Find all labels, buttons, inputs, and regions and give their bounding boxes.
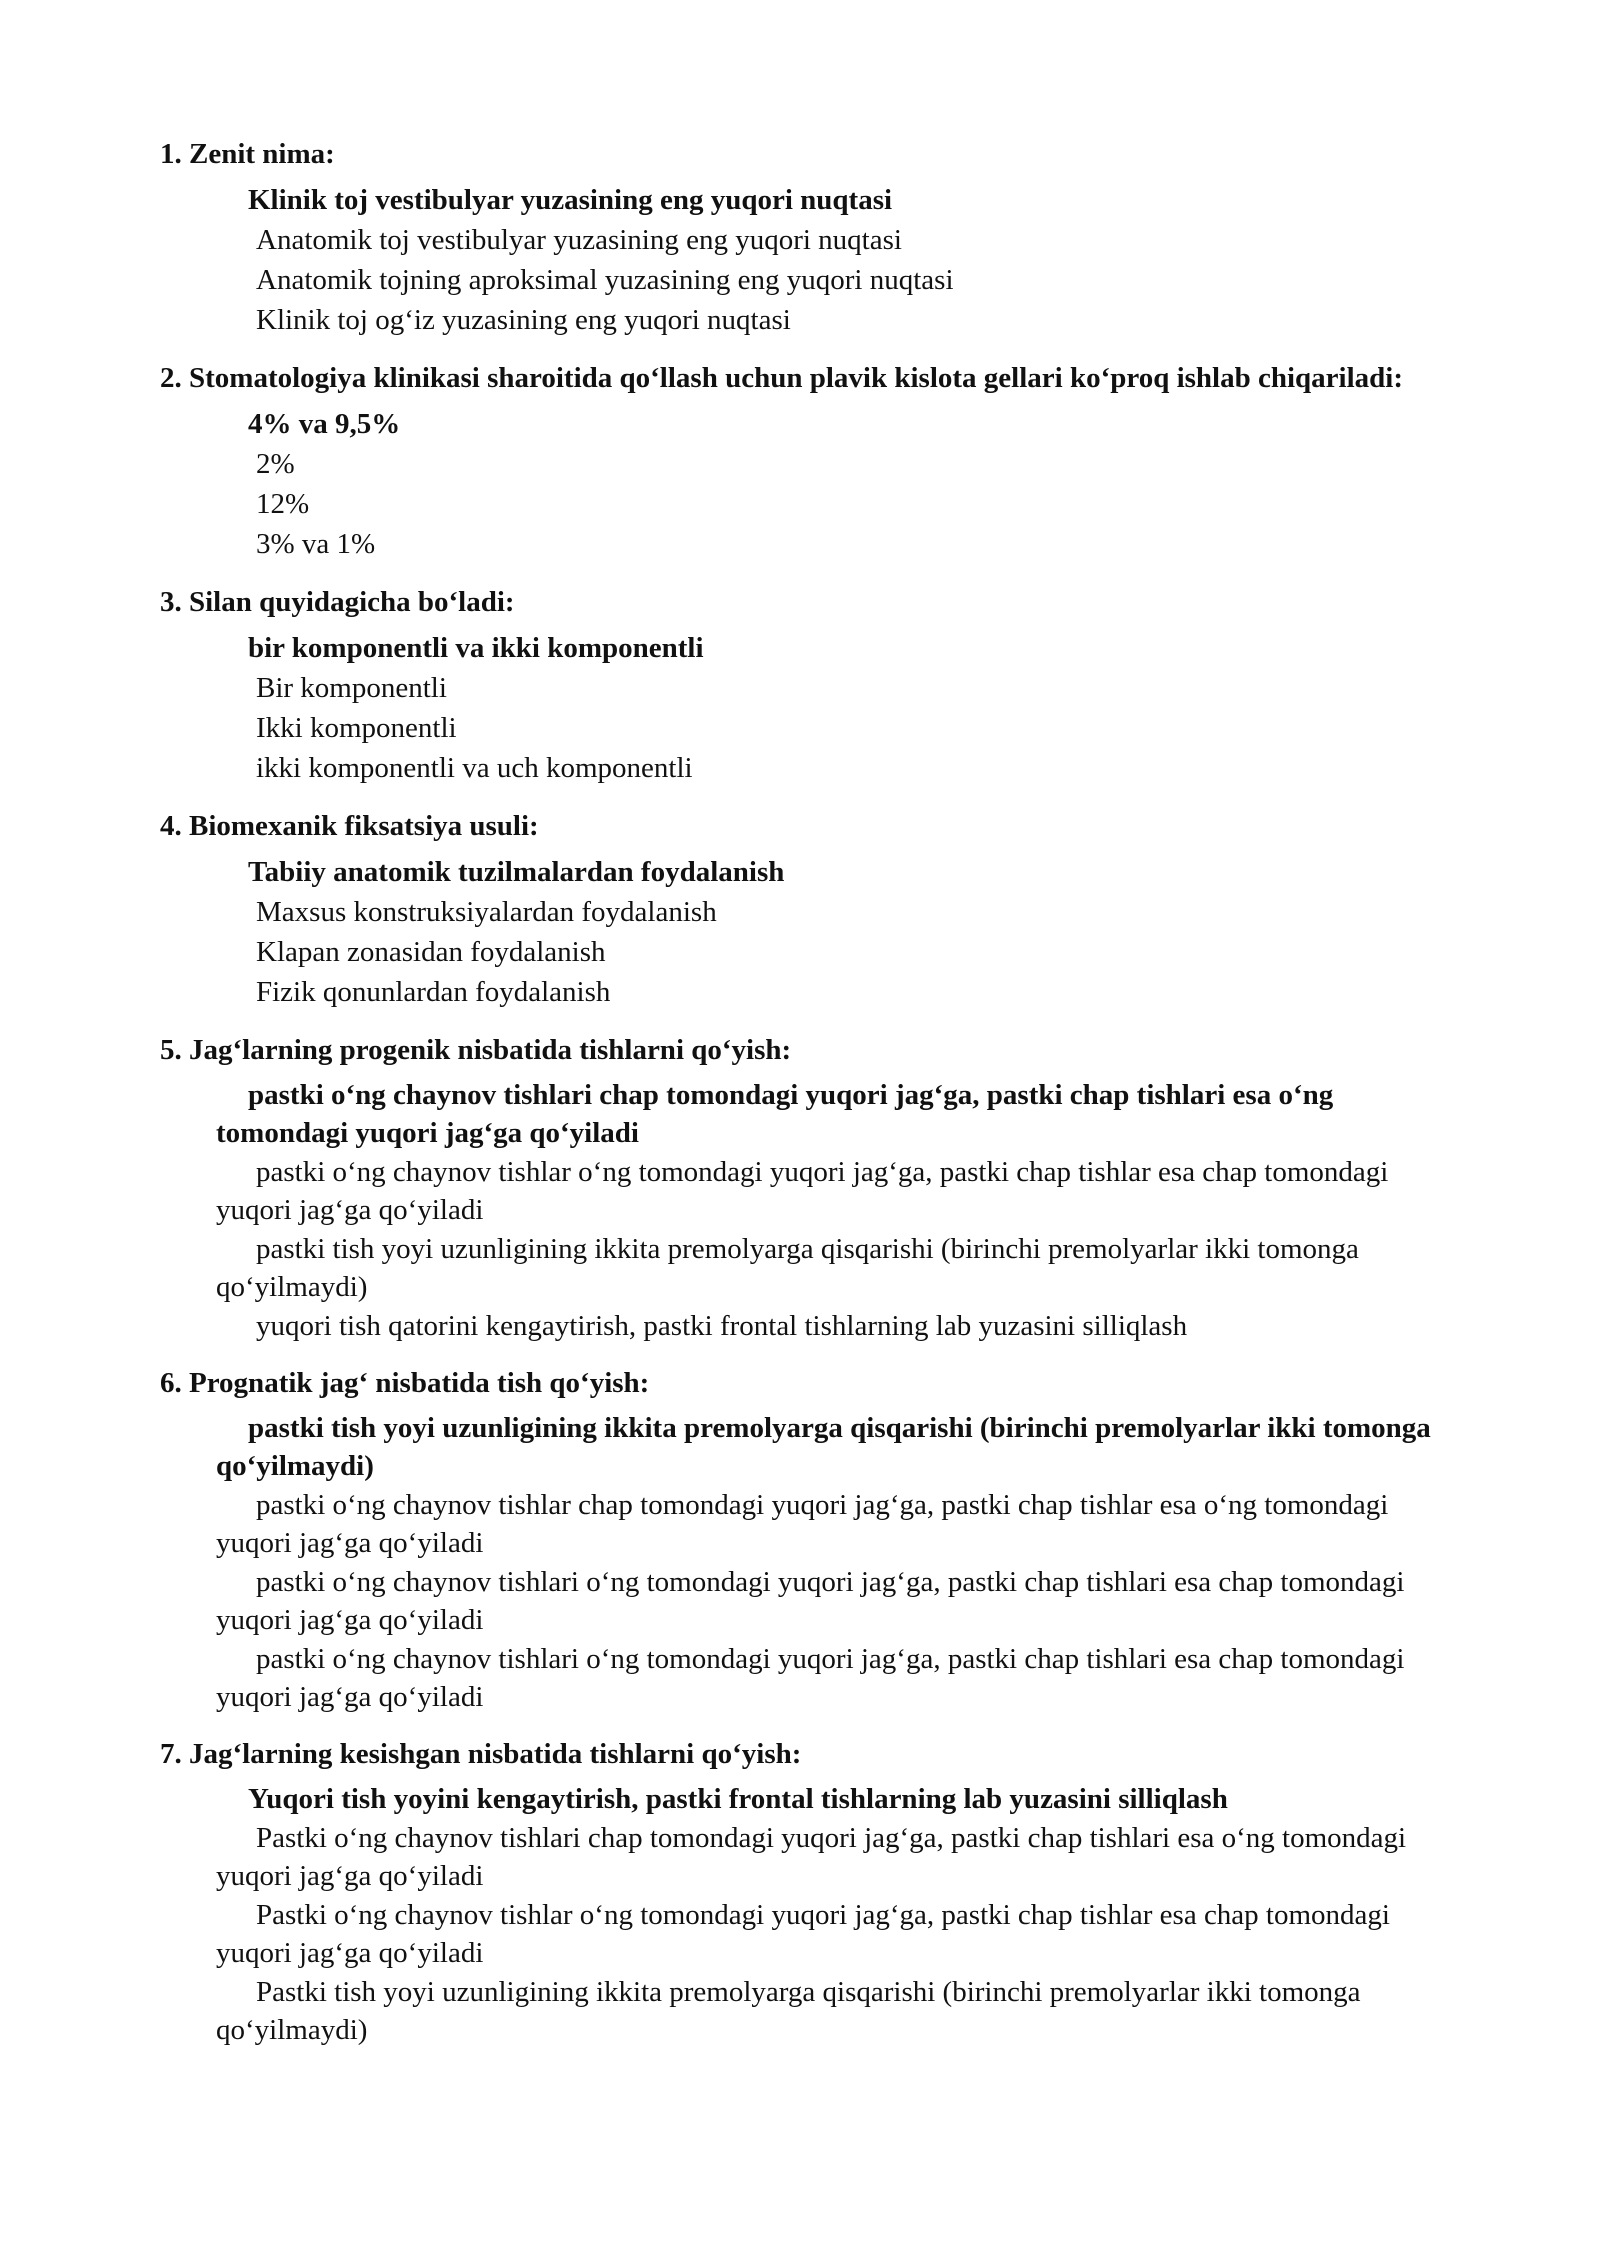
correct-answer: bir komponentli va ikki komponentli	[248, 632, 704, 664]
question-title: 4. Biomexanik fiksatsiya usuli:	[160, 810, 539, 842]
question-6	[160, 1365, 1460, 1716]
answer-option: yuqori tish qatorini kengaytirish, pastki frontal tishlarning lab yuzasini silliqlash	[256, 1310, 1188, 1342]
answer-option: Anatomik toj vestibulyar yuzasining eng yuqori nuqtasi	[256, 224, 902, 256]
answer-option: Ikki komponentli	[256, 712, 457, 744]
answer-option: Pastki tish yoyi uzunligining ikkita premolyarga qisqarishi (birinchi premolyarlar ikki tomonga qoʻyilmaydi)	[216, 1976, 1361, 2046]
question-4	[160, 808, 1460, 1012]
answer-list	[160, 1076, 1460, 1345]
answer-list	[160, 1780, 1460, 2049]
question-3	[160, 584, 1460, 788]
answer-option: Klapan zonasidan foydalanish	[256, 936, 606, 968]
correct-answer: Klinik toj vestibulyar yuzasining eng yuqori nuqtasi	[248, 184, 893, 216]
answer-list	[160, 180, 1460, 340]
answer-list	[160, 1409, 1460, 1716]
question-5	[160, 1032, 1460, 1345]
answer-option: 12%	[256, 488, 310, 520]
correct-answer: pastki tish yoyi uzunligining ikkita premolyarga qisqarishi (birinchi premolyarlar ikki tomonga qoʻyilmaydi)	[216, 1412, 1431, 1482]
answer-list	[160, 628, 1460, 788]
question-1	[160, 136, 1460, 340]
question-2	[160, 360, 1460, 564]
correct-answer: Tabiiy anatomik tuzilmalardan foydalanish	[248, 856, 785, 888]
answer-option: Bir komponentli	[256, 672, 447, 704]
question-title: 2. Stomatologiya klinikasi sharoitida qoʻllash uchun plavik kislota gellari koʻproq ishlab chiqariladi:	[160, 362, 1404, 394]
answer-option: Fizik qonunlardan foydalanish	[256, 976, 611, 1008]
answer-option: ikki komponentli va uch komponentli	[256, 752, 693, 784]
correct-answer: pastki oʻng chaynov tishlari chap tomondagi yuqori jagʻga, pastki chap tishlari esa oʻng tomondagi yuqori jagʻga qoʻyiladi	[216, 1079, 1334, 1149]
answer-option: pastki oʻng chaynov tishlar oʻng tomondagi yuqori jagʻga, pastki chap tishlar esa chap tomondagi yuqori jagʻga qoʻyiladi	[216, 1156, 1389, 1226]
question-title: 7. Jagʻlarning kesishgan nisbatida tishlarni qoʻyish:	[160, 1738, 802, 1770]
answer-option: Klinik toj ogʻiz yuzasining eng yuqori nuqtasi	[256, 304, 791, 336]
answer-option: 3% va 1%	[256, 528, 376, 560]
answer-option: Pastki oʻng chaynov tishlar oʻng tomondagi yuqori jagʻga, pastki chap tishlar esa chap tomondagi yuqori jagʻga qoʻyiladi	[216, 1899, 1390, 1969]
question-title: 5. Jagʻlarning progenik nisbatida tishlarni qoʻyish:	[160, 1034, 792, 1066]
question-7	[160, 1736, 1460, 2049]
answer-option: pastki tish yoyi uzunligining ikkita premolyarga qisqarishi (birinchi premolyarlar ikki tomonga qoʻyilmaydi)	[216, 1233, 1359, 1303]
answer-option: pastki oʻng chaynov tishlari oʻng tomondagi yuqori jagʻga, pastki chap tishlari esa chap tomondagi yuqori jagʻga qoʻyiladi	[216, 1566, 1405, 1636]
answer-option: Pastki oʻng chaynov tishlari chap tomondagi yuqori jagʻga, pastki chap tishlari esa oʻng tomondagi yuqori jagʻga qoʻyiladi	[216, 1822, 1407, 1892]
answer-list	[160, 852, 1460, 1012]
question-title: 6. Prognatik jagʻ nisbatida tish qoʻyish:	[160, 1367, 650, 1399]
question-title: 3. Silan quyidagicha boʻladi:	[160, 586, 515, 618]
answer-option: pastki oʻng chaynov tishlar chap tomondagi yuqori jagʻga, pastki chap tishlar esa oʻng tomondagi yuqori jagʻga qoʻyiladi	[216, 1489, 1389, 1559]
answer-option: pastki oʻng chaynov tishlari oʻng tomondagi yuqori jagʻga, pastki chap tishlari esa chap tomondagi yuqori jagʻga qoʻyiladi	[216, 1643, 1405, 1713]
answer-option: Maxsus konstruksiyalardan foydalanish	[256, 896, 717, 928]
answer-option: 2%	[256, 448, 295, 480]
answer-list	[160, 404, 1460, 564]
correct-answer: Yuqori tish yoyini kengaytirish, pastki frontal tishlarning lab yuzasini silliqlash	[248, 1783, 1228, 1815]
question-title: 1. Zenit nima:	[160, 138, 335, 170]
correct-answer: 4% va 9,5%	[248, 408, 401, 440]
answer-option: Anatomik tojning aproksimal yuzasining eng yuqori nuqtasi	[256, 264, 954, 296]
